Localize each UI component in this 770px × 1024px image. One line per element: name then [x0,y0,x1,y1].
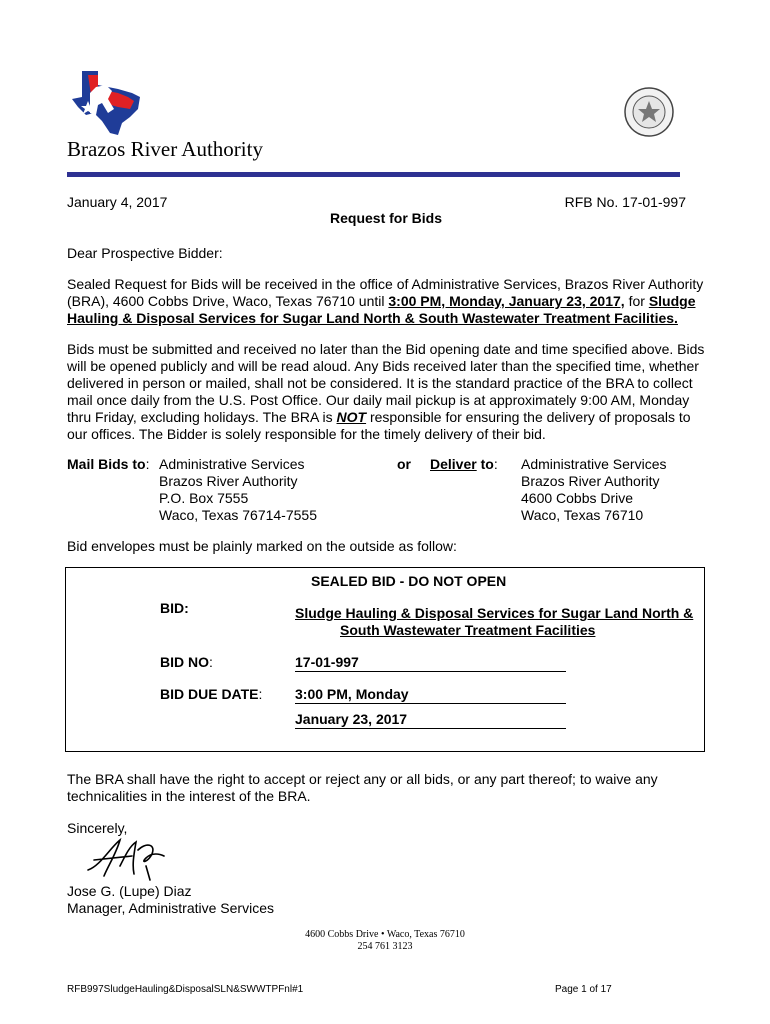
intro-paragraph [67,276,703,327]
mail-bids-label: Mail Bids to: [67,456,150,472]
bra-logo [68,63,144,137]
deliver-address-line: 4600 Cobbs Drive [521,490,634,506]
mail-address-line: P.O. Box 7555 [159,490,249,506]
intro-for: for [628,293,645,309]
intro-line-2: (BRA), 4600 Cobbs Drive, Waco, Texas 76710 until [67,293,385,309]
deliver-address-line: Brazos River Authority [521,473,660,489]
closing-line: technicalities in the interest of the BRA. [67,788,311,804]
footer-filename: RFB997SludgeHauling&DisposalSLN&SWWTPFnl#1 [67,984,304,995]
rfb-number: RFB No. 17-01-997 [564,194,686,210]
mail-address-line: Administrative Services [159,456,305,472]
signer-title: Manager, Administrative Services [67,900,274,916]
bid-due-date: January 23, 2017 [295,711,566,729]
intro-line-1: Sealed Request for Bids will be received in the office of Administrative Services, Brazos River Authority [67,276,704,292]
bid-label: BID: [160,600,189,616]
letter-title: Request for Bids [330,210,443,226]
page-number: Page 1 of 17 [555,984,612,995]
service-title-end: Hauling & Disposal Services for Sugar Land North & South Wastewater Treatment Facilities. [67,310,678,326]
signer-name: Jose G. (Lupe) Diaz [67,883,192,899]
para2-line: mail once daily from the U.S. Post Office. Our daily mail pickup is at approximately 9:00 AM, Monday [67,392,690,408]
or-label: or [397,456,411,472]
bid-due-time: 3:00 PM, Monday [295,686,566,704]
sealed-bid-box [65,567,705,752]
footer-address: 4600 Cobbs Drive • Waco, Texas 76710 [305,929,465,940]
para2-line: will be opened publicly and will be read aloud. Any Bids received later than the specified time, whether [67,358,699,374]
deliver-address-line: Waco, Texas 76710 [521,507,644,523]
para2-line: our offices. The Bidder is solely responsible for the timely delivery of their bid. [67,426,546,442]
para2-line: thru Friday, excluding holidays. The BRA is [67,409,333,425]
mail-address [159,456,317,524]
sincerely: Sincerely, [67,820,128,836]
signature [80,836,176,882]
para2-line: Bids must be submitted and received no later than the Bid opening date and time specified above. Bids [67,341,705,357]
sealed-bid-heading: SEALED BID - DO NOT OPEN [311,573,507,589]
submission-paragraph [67,341,703,443]
service-title-start: Sludge [648,293,696,309]
salutation: Dear Prospective Bidder: [67,245,223,261]
bid-no-label: BID NO: [160,654,213,670]
header-rule [67,172,680,177]
not-emphasis: NOT [336,409,367,425]
bid-due-label: BID DUE DATE: [160,686,263,702]
footer-phone: 254 761 3123 [357,941,413,952]
bid-value-line1: Sludge Hauling & Disposal Services for Sugar Land North & [295,605,694,621]
deliver-address [521,456,667,524]
deliver-address-line: Administrative Services [521,456,667,472]
state-seal [623,86,675,138]
organization-name: Brazos River Authority [67,137,263,161]
bid-no-value: 17-01-997 [295,654,566,672]
deliver-label: Deliver to: [430,456,498,472]
mail-address-line: Brazos River Authority [159,473,298,489]
letter-date: January 4, 2017 [67,194,168,210]
deadline-text: 3:00 PM, Monday, January 23, 2017, [388,293,625,309]
closing-line: The BRA shall have the right to accept or reject any or all bids, or any part thereof; to waive any [67,771,658,787]
mail-address-line: Waco, Texas 76714-7555 [159,507,317,523]
bid-value-line2: South Wastewater Treatment Facilities [340,622,596,638]
envelope-note: Bid envelopes must be plainly marked on the outside as follow: [67,538,457,554]
closing-paragraph [67,771,703,805]
para2-line: delivered in person or mailed, shall not be considered. It is the standard practice of the BRA to collect [67,375,693,391]
para2-line: responsible for ensuring the delivery of proposals to [369,409,691,425]
